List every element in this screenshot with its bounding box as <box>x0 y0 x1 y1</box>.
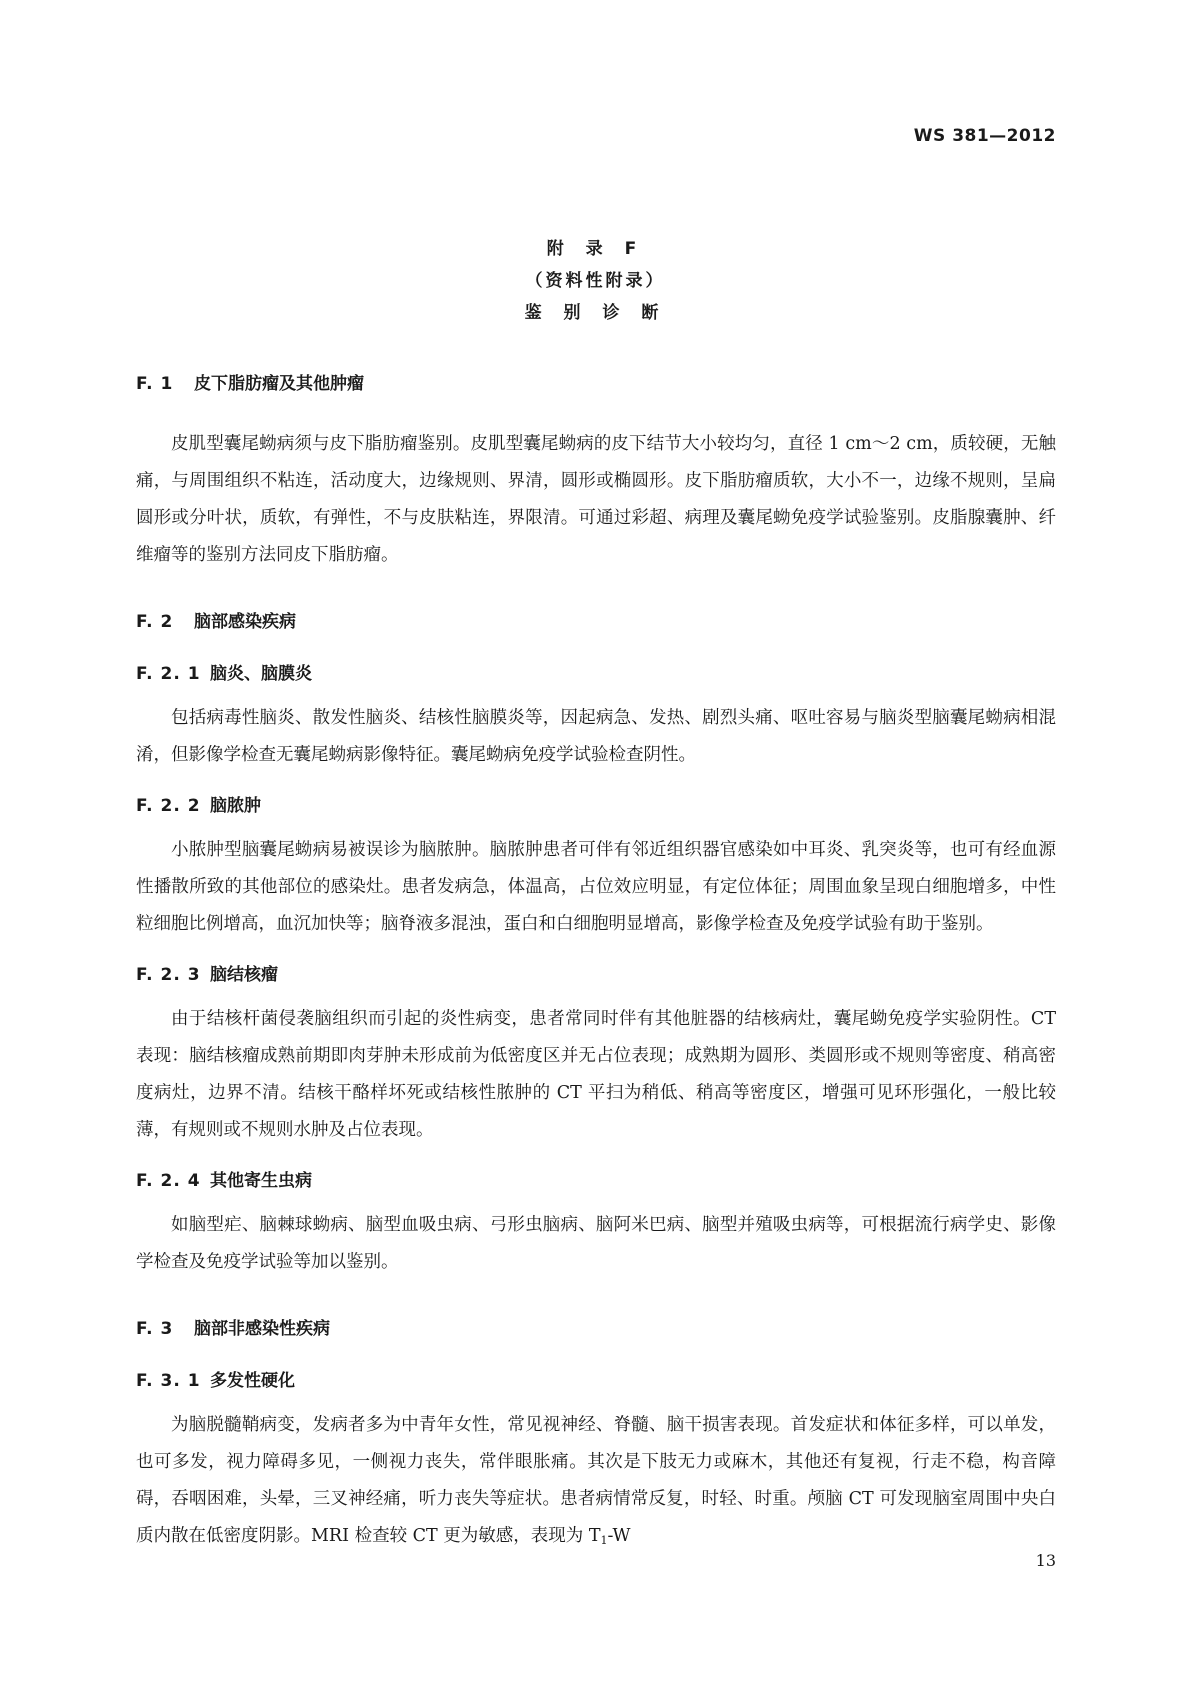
paragraph-f2-1: 包括病毒性脑炎、散发性脑炎、结核性脑膜炎等，因起病急、发热、剧烈头痛、呕吐容易与脑炎型脑囊尾蚴病相混淆，但影像学检查无囊尾蚴病影像特征。囊尾蚴病免疫学试验检查阴性。 <box>136 708 1056 765</box>
subsection-number: F. 2. 1 <box>136 664 201 684</box>
section-heading-f1 <box>136 372 1056 396</box>
subsection-title: 脑炎、脑膜炎 <box>210 664 312 684</box>
section-heading-f3 <box>136 1317 1056 1341</box>
annex-type: （资料性附录） <box>525 271 666 291</box>
annex-name: 鉴 别 诊 断 <box>524 303 667 323</box>
subsection-title: 多发性硬化 <box>210 1371 295 1391</box>
document-body <box>136 372 1056 1559</box>
section-number: F. 1 <box>136 374 174 394</box>
paragraph-f2-2: 小脓肿型脑囊尾蚴病易被误诊为脑脓肿。脑脓肿患者可伴有邻近组织器官感染如中耳炎、乳突炎等，也可有经血源性播散所致的其他部位的感染灶。患者发病急，体温高，占位效应明显，有定位体征；周围血象呈现白细胞增多，中性粒细胞比例增高，血沉加快等；脑脊液多混浊，蛋白和白细胞明显增高，影像学检查及免疫学试验有助于鉴别。 <box>136 840 1056 934</box>
subsection-number: F. 3. 1 <box>136 1371 201 1391</box>
section-title: 脑部非感染性疾病 <box>194 1319 330 1339</box>
paragraph-text: 为脑脱髓鞘病变，发病者多为中青年女性，常见视神经、脊髓、脑干损害表现。首发症状和体征多样，可以单发，也可多发，视力障碍多见，一侧视力丧失，常伴眼胀痛。其次是下肢无力或麻木，其他还有复视，行走不稳，构音障碍，吞咽困难，头晕，三叉神经痛，听力丧失等症状。患者病情常反复，时轻、时重。颅脑 CT 可发现脑室周围中央白质内散在低密度阴影。MRI 检查较 CT 更为敏感，表现为 T <box>136 1415 1056 1546</box>
annex-title: 附 录 F <box>546 239 645 259</box>
section-heading-f2 <box>136 610 1056 634</box>
page-number: 13 <box>1035 1551 1056 1570</box>
subsection-heading-f2-2 <box>136 794 1056 818</box>
standard-code: WS 381—2012 <box>913 126 1056 146</box>
subsection-title: 脑脓肿 <box>210 796 261 816</box>
paragraph-f2-3: 由于结核杆菌侵袭脑组织而引起的炎性病变，患者常同时伴有其他脏器的结核病灶，囊尾蚴免疫学实验阴性。CT 表现：脑结核瘤成熟前期即肉芽肿未形成前为低密度区并无占位表现；成熟期为圆形、类圆形或不规则等密度、稍高密度病灶，边界不清。结核干酪样坏死或结核性脓肿的 CT 平扫为稍低、稍高等密度区，增强可见环形强化，一般比较薄，有规则或不规则水肿及占位表现。 <box>136 1009 1056 1140</box>
section-title: 脑部感染疾病 <box>194 612 296 632</box>
subsection-number: F. 2. 3 <box>136 965 201 985</box>
subsection-number: F. 2. 2 <box>136 796 201 816</box>
subsection-heading-f2-3 <box>136 963 1056 987</box>
paragraph-f2-4: 如脑型疟、脑棘球蚴病、脑型血吸虫病、弓形虫脑病、脑阿米巴病、脑型并殖吸虫病等，可根据流行病学史、影像学检查及免疫学试验等加以鉴别。 <box>136 1215 1056 1272</box>
annex-heading <box>0 233 1191 329</box>
subsection-title: 脑结核瘤 <box>210 965 278 985</box>
section-number: F. 2 <box>136 612 174 632</box>
paragraph-f3-1 <box>136 1407 1056 1559</box>
subsection-heading-f2-1 <box>136 662 1056 686</box>
subsection-title: 其他寄生虫病 <box>210 1171 312 1191</box>
subsection-heading-f3-1 <box>136 1369 1056 1393</box>
section-title: 皮下脂肪瘤及其他肿瘤 <box>194 374 364 394</box>
paragraph-tail: -W <box>607 1526 631 1546</box>
subscript: 1 <box>600 1534 608 1547</box>
subsection-number: F. 2. 4 <box>136 1171 201 1191</box>
subsection-heading-f2-4 <box>136 1169 1056 1193</box>
section-number: F. 3 <box>136 1319 174 1339</box>
paragraph-f1: 皮肌型囊尾蚴病须与皮下脂肪瘤鉴别。皮肌型囊尾蚴病的皮下结节大小较均匀，直径 1 cm～2 cm，质较硬，无触痛，与周围组织不粘连，活动度大，边缘规则、界清，圆形或椭圆形。皮下脂肪瘤质软，大小不一，边缘不规则，呈扁圆形或分叶状，质软，有弹性，不与皮肤粘连，界限清。可通过彩超、病理及囊尾蚴免疫学试验鉴别。皮脂腺囊肿、纤维瘤等的鉴别方法同皮下脂肪瘤。 <box>136 434 1056 565</box>
